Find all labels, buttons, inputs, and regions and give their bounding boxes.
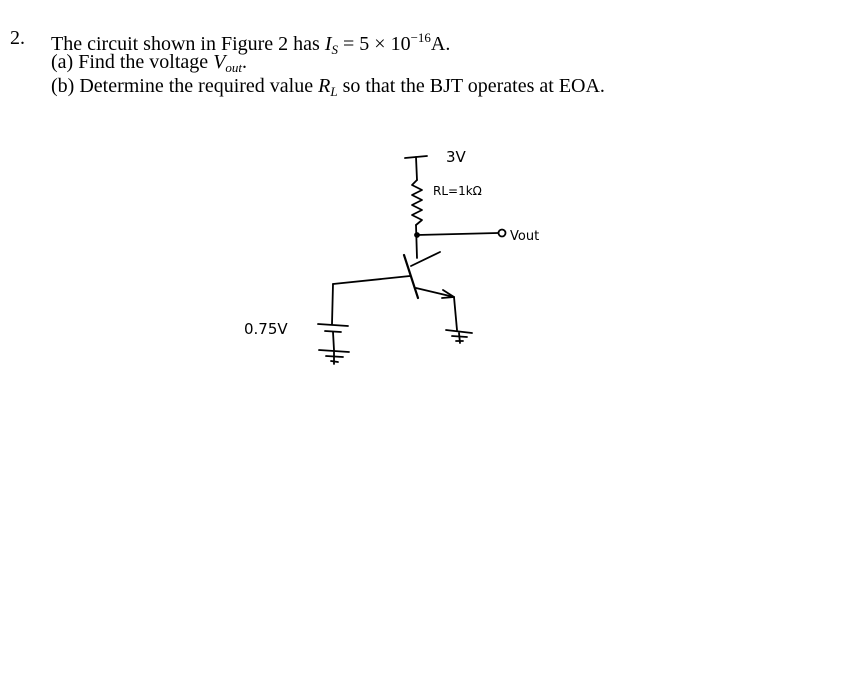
output-label: Vout: [510, 229, 540, 244]
bias-voltage-label: 0.75V: [244, 320, 288, 338]
vout-subscript: out: [225, 60, 243, 75]
emitter-ground-stub: [459, 333, 460, 343]
collector-wire: [416, 225, 417, 258]
part-a-suffix: .: [242, 51, 248, 73]
vout-symbol: V: [213, 51, 226, 73]
part-a-prefix: (a) Find the voltage: [51, 51, 214, 73]
supply-wire: [416, 157, 417, 180]
is-symbol: I: [324, 33, 332, 55]
base-drop-wire: [332, 284, 333, 324]
supply-label: 3V: [446, 148, 466, 166]
is-subscript: S: [331, 42, 339, 57]
is-unit: A.: [430, 33, 451, 55]
output-wire: [417, 233, 498, 235]
is-equation: = 5 × 10: [338, 33, 411, 55]
resistor-label: RL=1kΩ: [433, 184, 482, 198]
is-exponent: −16: [410, 30, 431, 45]
part-b-prefix: (b) Determine the required value: [51, 75, 319, 97]
intro-text: The circuit shown in Figure 2 has: [51, 33, 325, 55]
bjt-collector-lead: [411, 252, 440, 266]
resistor-rl: [412, 180, 422, 225]
rl-subscript: L: [330, 84, 338, 99]
battery-plate-long: [318, 324, 348, 326]
rl-symbol: R: [318, 75, 331, 97]
emitter-wire: [454, 297, 457, 330]
problem-number: 2.: [10, 27, 25, 49]
output-terminal: [499, 230, 506, 237]
battery-wire: [333, 332, 334, 350]
base-wire: [333, 276, 410, 284]
part-b-suffix: so that the BJT operates at EOA.: [337, 75, 605, 97]
